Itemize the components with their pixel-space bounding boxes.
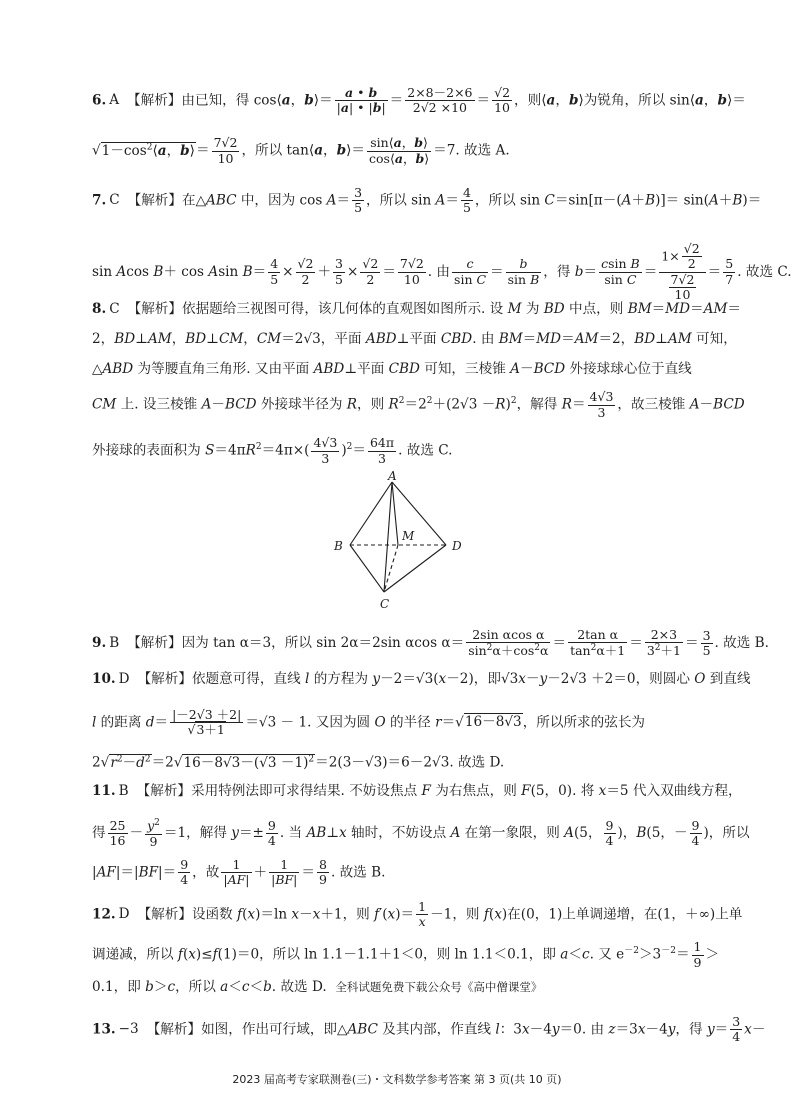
edge-dc xyxy=(384,545,446,592)
problem-12-line-3: 0.1，即 b＞c，所以 a＜c＜b. 故选 D. 全科试题免费下载公众号《高中僧课堂》 xyxy=(92,979,543,995)
problem-11-line-2: 得 $\frac{25}{16}$ － $\frac{y^2}{9}$ ＝1，解得 y＝± $\frac{9}{4}$ . 当 AB⊥x 轴时，不妨设点 A 在第一象限，则 A(5， $\frac{9}{4}$ )，B(5，－ $\frac{9}{4}$ )，所以 xyxy=(92,817,750,849)
label-c: C xyxy=(380,597,390,611)
problem-10-line-1: 10. D 【解析】依题意可得，直线 l 的方程为 y－2＝√3(x－2)，即√3x－y－2√3 ＋2＝0，则圆心 O 到直线 xyxy=(92,671,751,687)
problem-12-line-1: 12. D 【解析】设函数 f(x)＝ln x－x＋1，则 f′(x)＝ $\frac{1}{x}$ －1，则 f(x)在(0，1)上单调递增，在(1，＋∞)上单 xyxy=(92,899,743,930)
problem-9-line-1: 9. B 【解析】因为 tan α＝3，所以 sin 2α＝2sin αcos α＝ $\frac{\text{2sin αcos α}}{\sin^2\alpha+\cos^2\alpha}$ ＝ $\frac{\text{2tan α}}{\tan^2\alpha+1}$ ＝ $\frac{2\times 3}{3^2+1}$ ＝ $\frac{3}{5}$ . 故选 B. xyxy=(92,627,769,659)
problem-11-line-1: 11. B 【解析】采用特例法即可求得结果. 不妨设焦点 F 为右焦点，则 F(5，0). 将 x＝5 代入双曲线方程， xyxy=(92,783,742,799)
problem-8-line-2: 2，BD⊥AM，BD⊥CM，CM＝2√3，平面 ABD⊥平面 CBD. 由 BM＝MD＝AM＝2，BD⊥AM 可知， xyxy=(92,331,737,347)
edge-am xyxy=(392,482,398,545)
edge-ac xyxy=(384,482,392,592)
edge-bc xyxy=(350,545,384,592)
promo-note: 全科试题免费下载公众号《高中僧课堂》 xyxy=(335,980,543,994)
problem-13-line-1: 13. −3 【解析】如图，作出可行域，即△ABC 及其内部，作直线 l：3x－4y＝0. 由 z＝3x－4y，得 y＝ $\frac{3}{4}$ x－ xyxy=(92,1014,766,1045)
problem-8-line-3: △ABD 为等腰直角三角形. 又由平面 ABD⊥平面 CBD 可知，三棱锥 A－BCD 外接球球心位于直线 xyxy=(92,361,692,377)
page-footer: 2023 届高考专家联测卷(三)・文科数学参考答案 第 3 页(共 10 页) xyxy=(232,1073,562,1086)
label-d: D xyxy=(452,539,462,553)
edge-ab xyxy=(350,482,392,545)
label-a: A xyxy=(388,470,397,483)
tetrahedron-figure xyxy=(328,470,468,620)
problem-8-line-5: 外接球的表面积为 $S=4\pi R^2=4\pi\times$( $\frac{4√3}{3}$ )$^2$＝ $\frac{64\pi}{3}$ . 故选 C. xyxy=(92,435,453,466)
problem-7-line-2: sin Acos B＋ cos Asin B＝ $\frac{4}{5}$ × $\frac{√2}{2}$ ＋ $\frac{3}{5}$ × $\frac{√2}{2}$ ＝ $\frac{7√2}{10}$ . 由 $\frac{c}{\text{sin C}}$ ＝ $\frac{b}{\text{sin B}}$ ，得 b＝ $\frac{\text{csin B}}{\text{sin C}}$ ＝ 1× $\frac{√2}{2}$ $\frac{7√2}{10}$ ＝ $\frac{5}{7}$ . 故选 C. xyxy=(92,241,792,303)
problem-6-line-1: 6. A 【解析】由已知，得 cos⟨a，b⟩＝ $\frac{a • b}{|a| • |b|}$ ＝ $\frac{2\times 8-2\times 6}{2√2 \times 10}$ ＝ $\frac{√2}{10}$ ，则⟨a，b⟩为锐角，所以 sin⟨a，b⟩＝ xyxy=(92,85,746,116)
label-b: B xyxy=(334,539,343,553)
problem-7-line-1: 7. C 【解析】在△ABC 中，因为 cos A＝ $\frac{3}{5}$ ，所以 sin A＝ $\frac{4}{5}$ ，所以 sin C＝sin[π－(A＋B)]＝ sin(A＋B)＝ xyxy=(92,185,762,216)
problem-6-line-2: $√1-\cos^2⟨a$，b⟩＝ $\frac{7√2}{10}$ ，所以 tan⟨a，b⟩＝ $\frac{\sin⟨a,b⟩}{\cos⟨a,b⟩}$ ＝7. 故选 A. xyxy=(92,135,510,166)
edge-ad xyxy=(392,482,446,545)
problem-10-line-2: l 的距离 d＝ $\frac{|-2√3 +2|}{√3+1}$ ＝√3 － 1. 又因为圆 O 的半径 r＝√16－8√3，所以所求的弦长为 xyxy=(92,707,646,738)
problem-8-line-4: CM 上. 设三棱锥 A－BCD 外接球半径为 R，则 $R^2=2^2+(2√3 -R)^2$，解得 R＝ $\frac{4√3}{3}$ ，故三棱锥 A－BCD xyxy=(92,389,745,420)
problem-8-line-1: 8. C 【解析】依据题给三视图可得，该几何体的直观图如图所示. 设 M 为 BD 中点，则 BM＝MD＝AM＝ xyxy=(92,301,741,317)
problem-10-line-3: $2√r^2-d^2=2√16-8√3-(√3 -1)^2=2(3-√3)=6-2√3$. 故选 D. xyxy=(92,754,505,771)
label-m: M xyxy=(402,529,415,543)
problem-12-line-2: 调递减，所以 f(x)≤f(1)＝0，所以 ln 1.1－1.1＋1＜0，则 ln 1.1＜0.1，即 a＜c. 又 $e^{-2}>3^{-2}=$ $\frac{1}{9}$ ＞ xyxy=(92,939,720,970)
problem-11-line-3: |AF|＝|BF|＝ $\frac{9}{4}$ ，故 $\frac{1}{|AF|}$ ＋ $\frac{1}{|BF|}$ ＝ $\frac{8}{9}$ . 故选 B. xyxy=(92,857,386,888)
